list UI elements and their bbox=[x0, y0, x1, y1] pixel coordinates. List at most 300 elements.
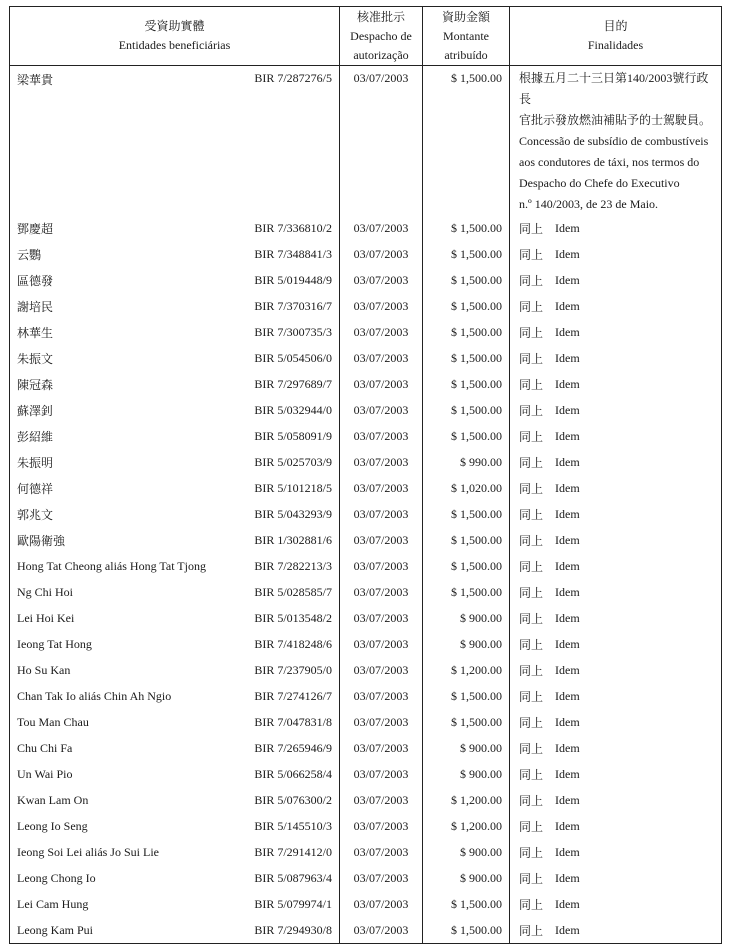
amount-value: $ 1,500.00 bbox=[451, 428, 502, 443]
amount-value: $ 900.00 bbox=[460, 740, 502, 755]
entity-cell bbox=[10, 241, 340, 267]
purpose-cell bbox=[510, 761, 722, 787]
purpose-idem-pt: Idem bbox=[555, 402, 580, 417]
purpose-idem-cn: 同上 bbox=[519, 611, 544, 626]
purpose-idem-pt: Idem bbox=[555, 428, 580, 443]
dispatch-date-cell bbox=[340, 553, 423, 579]
dispatch-date-cell bbox=[340, 579, 423, 605]
purpose-idem-pt: Idem bbox=[555, 272, 580, 287]
amount-cell bbox=[423, 735, 510, 761]
purpose-idem-pt: Idem bbox=[555, 818, 580, 833]
purpose-idem-cn: 同上 bbox=[519, 455, 544, 470]
purpose-idem-pt: Idem bbox=[555, 688, 580, 703]
entity-name: 鄧慶超 bbox=[17, 221, 54, 236]
amount-value: $ 1,500.00 bbox=[451, 298, 502, 313]
dispatch-date-cell bbox=[340, 241, 423, 267]
entity-bir: BIR 7/300735/3 bbox=[254, 324, 332, 339]
entity-cell bbox=[10, 66, 340, 216]
purpose-idem-cn: 同上 bbox=[519, 325, 544, 340]
dispatch-date: 03/07/2003 bbox=[353, 818, 409, 833]
entity-bir: BIR 7/297689/7 bbox=[254, 376, 332, 391]
entity-cell bbox=[10, 215, 340, 241]
purpose-idem-cn: 同上 bbox=[519, 793, 544, 808]
dispatch-date-cell bbox=[340, 839, 423, 865]
entity-name: Tou Man Chau bbox=[17, 714, 89, 729]
amount-cell bbox=[423, 657, 510, 683]
purpose-idem-pt: Idem bbox=[555, 896, 580, 911]
amount-cell bbox=[423, 709, 510, 735]
table-row bbox=[10, 319, 722, 345]
entity-name: Leong Chong Io bbox=[17, 870, 96, 885]
amount-value: $ 900.00 bbox=[460, 636, 502, 651]
entity-bir: BIR 7/336810/2 bbox=[254, 220, 332, 235]
purpose-cn-line: 官批示發放燃油補貼予的士駕駛員。 bbox=[519, 113, 712, 127]
entity-name: 梁華貴 bbox=[17, 73, 54, 87]
amount-cell bbox=[423, 631, 510, 657]
entity-name: 林華生 bbox=[17, 325, 54, 340]
purpose-cell bbox=[510, 735, 722, 761]
purpose-idem-pt: Idem bbox=[555, 714, 580, 729]
amount-value: $ 1,500.00 bbox=[451, 532, 502, 547]
purpose-idem-pt: Idem bbox=[555, 376, 580, 391]
entity-cell bbox=[10, 813, 340, 839]
table-row bbox=[10, 787, 722, 813]
dispatch-date: 03/07/2003 bbox=[353, 298, 409, 313]
purpose-idem-pt: Idem bbox=[555, 246, 580, 261]
entity-cell bbox=[10, 267, 340, 293]
amount-value: $ 1,500.00 bbox=[451, 376, 502, 391]
header-dispatch-pt2: autorização bbox=[353, 47, 409, 62]
amount-value: $ 1,500.00 bbox=[451, 688, 502, 703]
entity-name: Leong Kam Pui bbox=[17, 922, 93, 937]
dispatch-date: 03/07/2003 bbox=[353, 766, 409, 781]
entity-bir: BIR 7/418248/6 bbox=[254, 636, 332, 651]
entity-bir: BIR 5/079974/1 bbox=[254, 896, 332, 911]
entity-bir: BIR 7/348841/3 bbox=[254, 246, 332, 261]
purpose-idem-cn: 同上 bbox=[519, 689, 544, 704]
purpose-idem-pt: Idem bbox=[555, 636, 580, 651]
purpose-idem-pt: Idem bbox=[555, 558, 580, 573]
purpose-cell bbox=[510, 657, 722, 683]
table-row bbox=[10, 657, 722, 683]
header-dispatch-pt1: Despacho de bbox=[350, 28, 412, 43]
purpose-cell bbox=[510, 579, 722, 605]
purpose-idem-cn: 同上 bbox=[519, 637, 544, 652]
entity-bir: BIR 5/025703/9 bbox=[254, 454, 332, 469]
purpose-cell bbox=[510, 397, 722, 423]
table-row bbox=[10, 267, 722, 293]
purpose-cell bbox=[510, 371, 722, 397]
header-entities-cn: 受資助實體 bbox=[144, 19, 205, 33]
dispatch-date-cell bbox=[340, 605, 423, 631]
dispatch-date-cell bbox=[340, 709, 423, 735]
table-row bbox=[10, 527, 722, 553]
entity-name: 歐陽衛強 bbox=[17, 533, 66, 548]
amount-cell bbox=[423, 267, 510, 293]
amount-cell bbox=[423, 423, 510, 449]
amount-value: $ 1,500.00 bbox=[451, 506, 502, 521]
purpose-idem-cn: 同上 bbox=[519, 767, 544, 782]
entity-bir: BIR 7/294930/8 bbox=[254, 922, 332, 937]
purpose-cell bbox=[510, 605, 722, 631]
table-row bbox=[10, 345, 722, 371]
purpose-cell bbox=[510, 527, 722, 553]
dispatch-date: 03/07/2003 bbox=[353, 71, 409, 85]
purpose-cell bbox=[510, 319, 722, 345]
entity-bir: BIR 1/302881/6 bbox=[254, 532, 332, 547]
purpose-cell bbox=[510, 631, 722, 657]
entity-name: Lei Cam Hung bbox=[17, 896, 89, 911]
amount-cell bbox=[423, 319, 510, 345]
dispatch-date-cell bbox=[340, 319, 423, 345]
dispatch-date-cell bbox=[340, 397, 423, 423]
table-row bbox=[10, 865, 722, 891]
purpose-idem-cn: 同上 bbox=[519, 299, 544, 314]
entity-bir: BIR 5/054506/0 bbox=[254, 350, 332, 365]
purpose-idem-pt: Idem bbox=[555, 610, 580, 625]
amount-cell bbox=[423, 397, 510, 423]
dispatch-date: 03/07/2003 bbox=[353, 896, 409, 911]
header-dispatch bbox=[340, 7, 423, 66]
entity-name: Kwan Lam On bbox=[17, 792, 89, 807]
entity-cell bbox=[10, 397, 340, 423]
table-row bbox=[10, 813, 722, 839]
dispatch-date: 03/07/2003 bbox=[353, 688, 409, 703]
entity-name: 何德祥 bbox=[17, 481, 54, 496]
entity-cell bbox=[10, 319, 340, 345]
dispatch-date: 03/07/2003 bbox=[353, 870, 409, 885]
entity-cell bbox=[10, 657, 340, 683]
header-amount-cn: 資助金額 bbox=[441, 9, 490, 24]
purpose-pt-line: Despacho do Chefe do Executivo bbox=[519, 176, 680, 190]
table-row bbox=[10, 501, 722, 527]
entity-cell bbox=[10, 891, 340, 917]
dispatch-date-cell bbox=[340, 371, 423, 397]
entity-name: 彭紹維 bbox=[17, 429, 54, 444]
dispatch-date-cell bbox=[340, 527, 423, 553]
amount-value: $ 1,500.00 bbox=[451, 246, 502, 261]
amount-cell bbox=[423, 787, 510, 813]
amount-value: $ 1,500.00 bbox=[451, 714, 502, 729]
purpose-cell bbox=[510, 475, 722, 501]
purpose-idem-cn: 同上 bbox=[519, 533, 544, 548]
purpose-cell bbox=[510, 865, 722, 891]
purpose-pt-line: n.º 140/2003, de 23 de Maio. bbox=[519, 197, 659, 211]
dispatch-date-cell bbox=[340, 501, 423, 527]
entity-name: Ng Chi Hoi bbox=[17, 584, 74, 599]
table-row bbox=[10, 215, 722, 241]
purpose-idem-pt: Idem bbox=[555, 454, 580, 469]
dispatch-date: 03/07/2003 bbox=[353, 610, 409, 625]
amount-cell bbox=[423, 501, 510, 527]
purpose-cell bbox=[510, 345, 722, 371]
entity-bir: BIR 5/076300/2 bbox=[254, 792, 332, 807]
amount-value: $ 900.00 bbox=[460, 844, 502, 859]
table-row bbox=[10, 605, 722, 631]
dispatch-date-cell bbox=[340, 761, 423, 787]
entity-name: Ho Su Kan bbox=[17, 662, 71, 677]
purpose-cell bbox=[510, 215, 722, 241]
entity-name: Ieong Tat Hong bbox=[17, 636, 92, 651]
entity-name: 陳冠森 bbox=[17, 377, 54, 392]
entity-cell bbox=[10, 501, 340, 527]
purpose-pt-line: Concessão de subsídio de combustíveis bbox=[519, 134, 709, 148]
purpose-idem-cn: 同上 bbox=[519, 585, 544, 600]
beneficiaries-table bbox=[9, 6, 722, 944]
amount-cell bbox=[423, 527, 510, 553]
purpose-pt-line: aos condutores de táxi, nos termos do bbox=[519, 155, 700, 169]
amount-cell bbox=[423, 475, 510, 501]
entity-name: Leong Io Seng bbox=[17, 818, 88, 833]
table-row bbox=[10, 709, 722, 735]
purpose-idem-cn: 同上 bbox=[519, 221, 544, 236]
dispatch-date: 03/07/2003 bbox=[353, 506, 409, 521]
amount-cell bbox=[423, 813, 510, 839]
purpose-idem-pt: Idem bbox=[555, 506, 580, 521]
dispatch-date: 03/07/2003 bbox=[353, 922, 409, 937]
purpose-idem-cn: 同上 bbox=[519, 715, 544, 730]
purpose-cell bbox=[510, 891, 722, 917]
purpose-idem-pt: Idem bbox=[555, 792, 580, 807]
entity-bir: BIR 7/282213/3 bbox=[254, 558, 332, 573]
entity-bir: BIR 5/032944/0 bbox=[254, 402, 332, 417]
purpose-idem-cn: 同上 bbox=[519, 663, 544, 678]
dispatch-date: 03/07/2003 bbox=[353, 558, 409, 573]
purpose-cell bbox=[510, 501, 722, 527]
amount-value: $ 900.00 bbox=[460, 610, 502, 625]
header-entities-pt: Entidades beneficiárias bbox=[118, 38, 231, 52]
purpose-idem-cn: 同上 bbox=[519, 741, 544, 756]
dispatch-date-cell bbox=[340, 449, 423, 475]
purpose-idem-pt: Idem bbox=[555, 532, 580, 547]
dispatch-date: 03/07/2003 bbox=[353, 220, 409, 235]
dispatch-date-cell bbox=[340, 423, 423, 449]
table-row bbox=[10, 449, 722, 475]
entity-bir: BIR 7/237905/0 bbox=[254, 662, 332, 677]
entity-bir: BIR 5/028585/7 bbox=[254, 584, 332, 599]
purpose-idem-cn: 同上 bbox=[519, 819, 544, 834]
table-row bbox=[10, 553, 722, 579]
table-row bbox=[10, 735, 722, 761]
amount-value: $ 900.00 bbox=[460, 870, 502, 885]
amount-value: $ 1,020.00 bbox=[451, 480, 502, 495]
dispatch-date-cell bbox=[340, 293, 423, 319]
entity-cell bbox=[10, 293, 340, 319]
amount-value: $ 1,500.00 bbox=[451, 584, 502, 599]
amount-cell bbox=[423, 579, 510, 605]
dispatch-date: 03/07/2003 bbox=[353, 714, 409, 729]
purpose-cell bbox=[510, 813, 722, 839]
table-row bbox=[10, 66, 722, 216]
dispatch-date-cell bbox=[340, 267, 423, 293]
amount-value: $ 1,500.00 bbox=[451, 324, 502, 339]
entity-cell bbox=[10, 709, 340, 735]
entity-name: 蘇澤釗 bbox=[17, 403, 54, 418]
purpose-idem-cn: 同上 bbox=[519, 403, 544, 418]
purpose-idem-cn: 同上 bbox=[519, 429, 544, 444]
dispatch-date-cell bbox=[340, 683, 423, 709]
dispatch-date: 03/07/2003 bbox=[353, 532, 409, 547]
amount-cell bbox=[423, 66, 510, 216]
purpose-cell bbox=[510, 241, 722, 267]
dispatch-date-cell bbox=[340, 345, 423, 371]
amount-value: $ 1,500.00 bbox=[451, 922, 502, 937]
entity-name: Ieong Soi Lei aliás Jo Sui Lie bbox=[17, 844, 159, 859]
header-purpose bbox=[510, 7, 722, 66]
dispatch-date-cell bbox=[340, 865, 423, 891]
purpose-idem-pt: Idem bbox=[555, 662, 580, 677]
entity-cell bbox=[10, 579, 340, 605]
table-row bbox=[10, 475, 722, 501]
purpose-cell bbox=[510, 423, 722, 449]
purpose-idem-pt: Idem bbox=[555, 766, 580, 781]
dispatch-date-cell bbox=[340, 631, 423, 657]
purpose-cn-line: 根據五月二十三日第140/2003號行政長 bbox=[519, 71, 709, 106]
purpose-idem-pt: Idem bbox=[555, 298, 580, 313]
purpose-cell bbox=[510, 449, 722, 475]
dispatch-date: 03/07/2003 bbox=[353, 376, 409, 391]
entity-name: 朱振文 bbox=[17, 351, 54, 366]
amount-value: $ 1,500.00 bbox=[451, 896, 502, 911]
amount-value: $ 990.00 bbox=[460, 454, 502, 469]
entity-cell bbox=[10, 787, 340, 813]
purpose-cell bbox=[510, 839, 722, 865]
entity-name: 云鸚 bbox=[17, 247, 42, 262]
amount-cell bbox=[423, 293, 510, 319]
entity-bir: BIR 5/145510/3 bbox=[254, 818, 332, 833]
entity-bir: BIR 5/066258/4 bbox=[254, 766, 332, 781]
purpose-idem-cn: 同上 bbox=[519, 923, 544, 938]
purpose-idem-pt: Idem bbox=[555, 220, 580, 235]
amount-cell bbox=[423, 891, 510, 917]
dispatch-date: 03/07/2003 bbox=[353, 272, 409, 287]
dispatch-date: 03/07/2003 bbox=[353, 584, 409, 599]
entity-cell bbox=[10, 527, 340, 553]
dispatch-date: 03/07/2003 bbox=[353, 480, 409, 495]
entity-bir: BIR 5/019448/9 bbox=[254, 272, 332, 287]
entity-cell bbox=[10, 605, 340, 631]
purpose-cell bbox=[510, 787, 722, 813]
dispatch-date-cell bbox=[340, 735, 423, 761]
amount-value: $ 1,500.00 bbox=[451, 272, 502, 287]
entity-cell bbox=[10, 449, 340, 475]
dispatch-date-cell bbox=[340, 657, 423, 683]
purpose-idem-pt: Idem bbox=[555, 844, 580, 859]
amount-cell bbox=[423, 839, 510, 865]
entity-name: Un Wai Pio bbox=[17, 766, 73, 781]
table-row bbox=[10, 423, 722, 449]
amount-value: $ 1,500.00 bbox=[451, 350, 502, 365]
dispatch-date-cell bbox=[340, 475, 423, 501]
table-header-row bbox=[10, 7, 722, 66]
amount-value: $ 900.00 bbox=[460, 766, 502, 781]
purpose-idem-pt: Idem bbox=[555, 480, 580, 495]
dispatch-date: 03/07/2003 bbox=[353, 454, 409, 469]
purpose-idem-pt: Idem bbox=[555, 324, 580, 339]
entity-cell bbox=[10, 475, 340, 501]
entity-name: 朱振明 bbox=[17, 455, 54, 470]
amount-cell bbox=[423, 449, 510, 475]
purpose-idem-cn: 同上 bbox=[519, 351, 544, 366]
table-row bbox=[10, 917, 722, 944]
amount-cell bbox=[423, 683, 510, 709]
purpose-cell bbox=[510, 267, 722, 293]
table-row bbox=[10, 371, 722, 397]
entity-bir: BIR 5/101218/5 bbox=[254, 480, 332, 495]
table-row bbox=[10, 683, 722, 709]
entity-cell bbox=[10, 735, 340, 761]
header-entities bbox=[10, 7, 340, 66]
purpose-cell bbox=[510, 293, 722, 319]
entity-cell bbox=[10, 683, 340, 709]
dispatch-date: 03/07/2003 bbox=[353, 324, 409, 339]
entity-cell bbox=[10, 553, 340, 579]
amount-value: $ 1,200.00 bbox=[451, 792, 502, 807]
table-row bbox=[10, 631, 722, 657]
purpose-idem-cn: 同上 bbox=[519, 377, 544, 392]
header-amount bbox=[423, 7, 510, 66]
amount-cell bbox=[423, 241, 510, 267]
amount-cell bbox=[423, 215, 510, 241]
table-row bbox=[10, 241, 722, 267]
entity-name: Lei Hoi Kei bbox=[17, 610, 75, 625]
entity-name: Chan Tak Io aliás Chin Ah Ngio bbox=[17, 688, 172, 703]
table-row bbox=[10, 293, 722, 319]
purpose-idem-cn: 同上 bbox=[519, 507, 544, 522]
dispatch-date-cell bbox=[340, 66, 423, 216]
table-row bbox=[10, 761, 722, 787]
entity-cell bbox=[10, 839, 340, 865]
amount-value: $ 1,500.00 bbox=[451, 71, 502, 85]
entity-bir: BIR 7/287276/5 bbox=[254, 71, 332, 85]
dispatch-date: 03/07/2003 bbox=[353, 636, 409, 651]
entity-bir: BIR 7/291412/0 bbox=[254, 844, 332, 859]
entity-bir: BIR 5/058091/9 bbox=[254, 428, 332, 443]
purpose-idem-pt: Idem bbox=[555, 870, 580, 885]
amount-cell bbox=[423, 605, 510, 631]
purpose-cell bbox=[510, 683, 722, 709]
header-purpose-pt: Finalidades bbox=[587, 38, 644, 52]
amount-cell bbox=[423, 371, 510, 397]
amount-value: $ 1,200.00 bbox=[451, 662, 502, 677]
entity-name: Hong Tat Cheong aliás Hong Tat Tjong bbox=[17, 558, 206, 573]
entity-bir: BIR 7/047831/8 bbox=[254, 714, 332, 729]
dispatch-date: 03/07/2003 bbox=[353, 792, 409, 807]
header-purpose-cn: 目的 bbox=[603, 19, 628, 33]
dispatch-date-cell bbox=[340, 787, 423, 813]
entity-cell bbox=[10, 761, 340, 787]
amount-cell bbox=[423, 553, 510, 579]
purpose-cell bbox=[510, 66, 722, 216]
entity-name: 謝培民 bbox=[17, 299, 54, 314]
purpose-idem-cn: 同上 bbox=[519, 273, 544, 288]
purpose-cell bbox=[510, 553, 722, 579]
entity-bir: BIR 5/013548/2 bbox=[254, 610, 332, 625]
amount-cell bbox=[423, 761, 510, 787]
purpose-idem-pt: Idem bbox=[555, 350, 580, 365]
entity-cell bbox=[10, 371, 340, 397]
table-row bbox=[10, 397, 722, 423]
entity-name: Chu Chi Fa bbox=[17, 740, 73, 755]
dispatch-date: 03/07/2003 bbox=[353, 428, 409, 443]
entity-name: 郭兆文 bbox=[17, 507, 54, 522]
dispatch-date: 03/07/2003 bbox=[353, 844, 409, 859]
purpose-cell bbox=[510, 917, 722, 944]
table-row bbox=[10, 839, 722, 865]
dispatch-date: 03/07/2003 bbox=[353, 662, 409, 677]
dispatch-date-cell bbox=[340, 917, 423, 944]
amount-value: $ 1,200.00 bbox=[451, 818, 502, 833]
